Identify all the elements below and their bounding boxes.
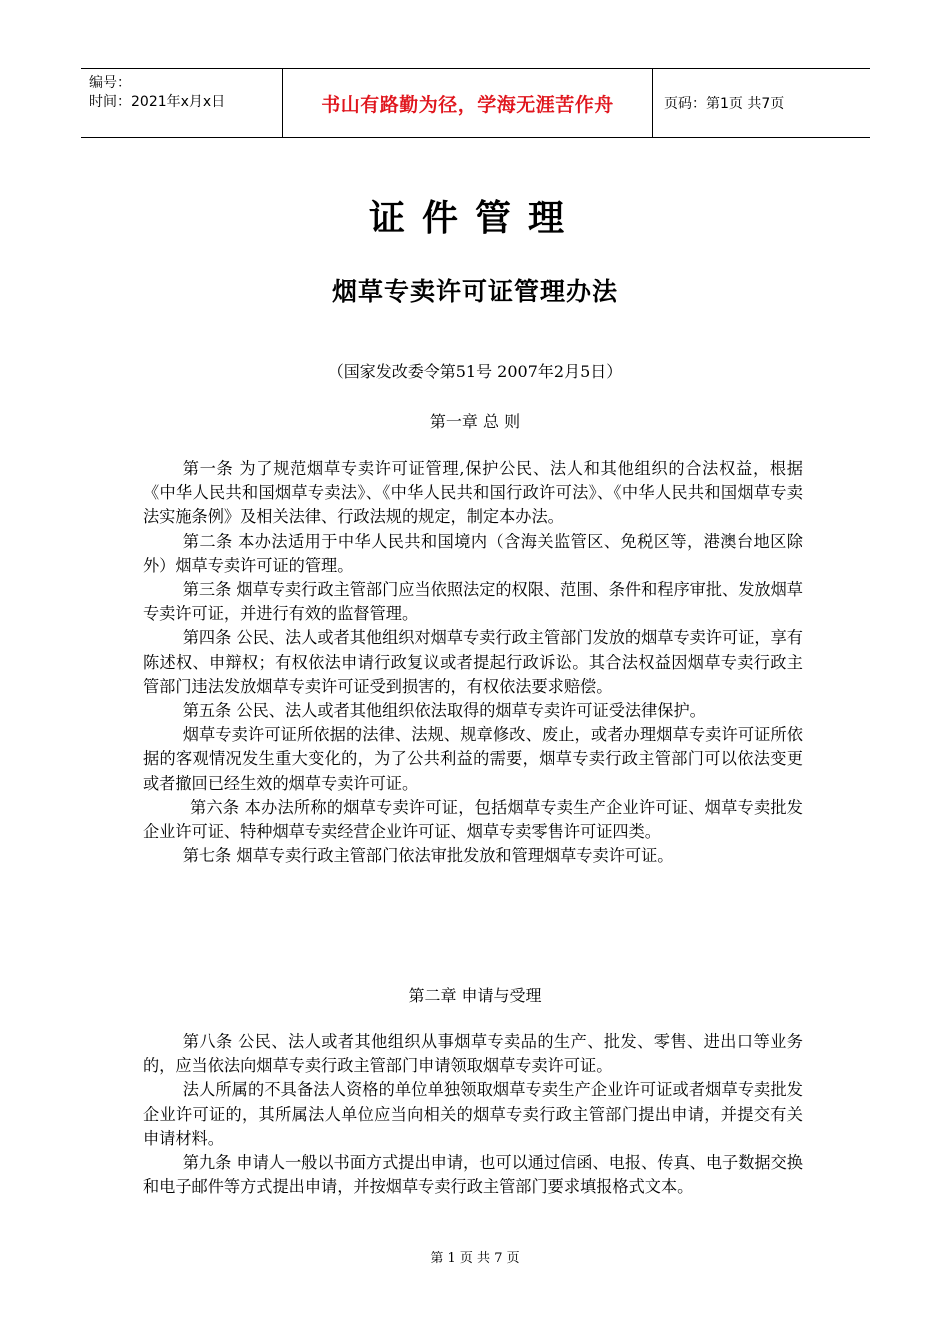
article-5: 第五条 公民、法人或者其他组织依法取得的烟草专卖许可证受法律保护。 [182,701,706,721]
number-label: 编号： [89,75,131,91]
article-4: 第四条 公民、法人或者其他组织对烟草专卖行政主管部门发放的烟草专卖许可证，享有陈述权、申辩权；有权依法申请行政复议或者提起行政诉讼。其合法权益因烟草专卖行政主管部门违法发放烟草专卖许可证受到损害的，有权依法要求赔偿。 [143,628,803,696]
article-2: 第二条 本办法适用于中华人民共和国境内（含海关监管区、免税区等，港澳台地区除外）烟草专卖许可证的管理。 [143,531,803,575]
article-9: 第九条 申请人一般以书面方式提出申请，也可以通过信函、电报、传真、电子数据交换和电子邮件等方式提出申请，并按烟草专卖行政主管部门要求填报格式文本。 [143,1153,803,1197]
article-5-continued: 烟草专卖许可证所依据的法律、法规、规章修改、废止，或者办理烟草专卖许可证所依据的客观情况发生重大变化的，为了公共利益的需要，烟草专卖行政主管部门可以依法变更或者撤回已经生效的烟草专卖许可证。 [143,725,803,793]
chapter-2-body [143,1030,803,1199]
article-7: 第七条 烟草专卖行政主管部门依法审批发放和管理烟草专卖许可证。 [182,846,674,866]
article-3: 第三条 烟草专卖行政主管部门应当依照法定的权限、范围、条件和程序审批、发放烟草专卖许可证，并进行有效的监督管理。 [143,580,803,624]
decree-line: （国家发改委令第51号 2007年2月5日） [327,362,623,381]
article-8-continued: 法人所属的不具备法人资格的单位单独领取烟草专卖生产企业许可证或者烟草专卖批发企业许可证的，其所属法人单位应当向相关的烟草专卖行政主管部门提出申请，并提交有关申请材料。 [143,1080,803,1148]
chapter-1-body [143,457,803,868]
page-footer: 第 1 页 共 7 页 [430,1251,520,1266]
chapter-heading-2: 第二章 申请与受理 [408,986,542,1005]
header-meta-cell [81,69,283,137]
article-6: 第六条 本办法所称的烟草专卖许可证，包括烟草专卖生产企业许可证、烟草专卖批发企业许可证、特种烟草专卖经营企业许可证、烟草专卖零售许可证四类。 [143,797,803,842]
page-info: 页码：第1页 共7页 [664,96,785,112]
article-1: 第一条 为了规范烟草专卖许可证管理,保护公民、法人和其他组织的合法权益，根据《中华人民共和国烟草专卖法》、《中华人民共和国行政许可法》、《中华人民共和国烟草专卖法实施条例》及相关法律、行政法规的规定，制定本办法。 [143,459,803,527]
document-title: 证件管理 [368,198,581,239]
header-motto-cell [283,69,653,137]
motto-text: 书山有路勤为径，学海无涯苦作舟 [321,93,614,116]
time-label: 时间：2021年x月x日 [89,94,226,110]
header-page-cell [653,69,870,137]
chapter-heading-1: 第一章 总 则 [429,412,521,431]
article-8: 第八条 公民、法人或者其他组织从事烟草专卖品的生产、批发、零售、进出口等业务的，应当依法向烟草专卖行政主管部门申请领取烟草专卖许可证。 [143,1032,803,1076]
document-subtitle: 烟草专卖许可证管理办法 [331,277,618,306]
header-table [81,68,870,138]
